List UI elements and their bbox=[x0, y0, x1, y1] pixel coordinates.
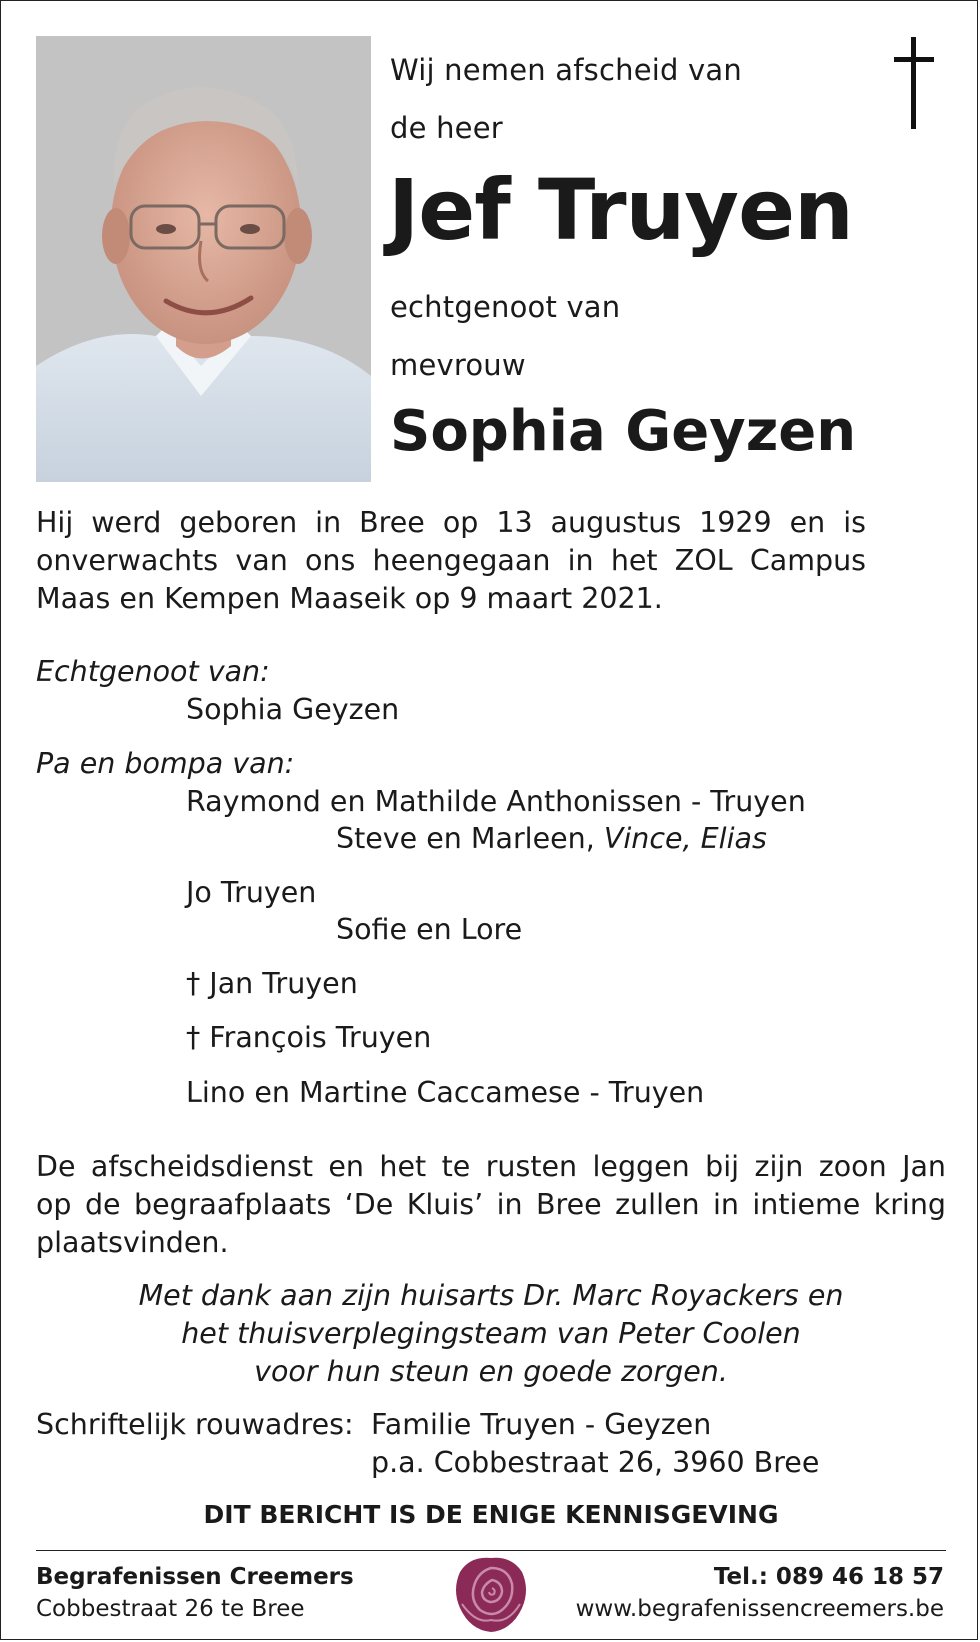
service-line-3: plaatsvinden. bbox=[36, 1226, 229, 1259]
spouse-entry: Sophia Geyzen bbox=[186, 693, 400, 726]
thanks-paragraph bbox=[36, 1277, 946, 1391]
funeral-company-website[interactable]: www.begrafenissencreemers.be bbox=[575, 1596, 944, 1622]
funeral-company-name: Begrafenissen Creemers bbox=[36, 1564, 354, 1590]
spouse-intro-line-2: mevrouw bbox=[390, 348, 526, 382]
funeral-company-phone: Tel.: 089 46 18 57 bbox=[713, 1564, 944, 1590]
child-5: Lino en Martine Caccamese - Truyen bbox=[186, 1076, 705, 1109]
cross-icon bbox=[894, 37, 934, 129]
portrait-illustration bbox=[36, 36, 371, 482]
grandchildren-1 bbox=[336, 820, 767, 858]
thanks-line-1: Met dank aan zijn huisarts Dr. Marc Royackers en bbox=[138, 1279, 844, 1312]
birth-line-2: onverwachts van ons heengegaan in het ZOL Campus bbox=[36, 544, 866, 577]
children-label: Pa en bompa van: bbox=[36, 747, 295, 780]
intro-line-2: de heer bbox=[390, 111, 503, 145]
child-3: † Jan Truyen bbox=[186, 967, 358, 1000]
service-line-1: De afscheidsdienst en het te rusten leggen bij zijn zoon Jan bbox=[36, 1150, 946, 1183]
service-paragraph bbox=[36, 1148, 946, 1262]
grandchildren-1-b: Vince, Elias bbox=[603, 822, 767, 855]
child-2: Jo Truyen bbox=[186, 876, 317, 909]
birth-line-3: Maas en Kempen Maaseik op 9 maart 2021. bbox=[36, 582, 663, 615]
thanks-line-2: het thuisverplegingsteam van Peter Coolen bbox=[181, 1317, 801, 1350]
address-label: Schriftelijk rouwadres: bbox=[36, 1408, 354, 1441]
grandchildren-1-a: Steve en Marleen, bbox=[336, 822, 604, 855]
address-line-2: p.a. Cobbestraat 26, 3960 Bree bbox=[371, 1446, 820, 1479]
child-4: † François Truyen bbox=[186, 1021, 432, 1054]
spouse-label: Echtgenoot van: bbox=[36, 655, 270, 688]
spouse-intro-line-1: echtgenoot van bbox=[390, 290, 621, 324]
funeral-company-address: Cobbestraat 26 te Bree bbox=[36, 1596, 305, 1622]
grandchildren-2: Sofie en Lore bbox=[336, 913, 523, 946]
address-line-1: Familie Truyen - Geyzen bbox=[371, 1408, 712, 1441]
rose-logo-icon bbox=[452, 1554, 530, 1636]
spouse-name: Sophia Geyzen bbox=[390, 399, 857, 464]
deceased-name: Jef Truyen bbox=[388, 161, 853, 259]
portrait-photo bbox=[36, 36, 371, 482]
sole-notice: DIT BERICHT IS DE ENIGE KENNISGEVING bbox=[203, 1500, 779, 1529]
birth-paragraph bbox=[36, 504, 866, 618]
intro-line-1: Wij nemen afscheid van bbox=[390, 53, 742, 87]
thanks-line-3: voor hun steun en goede zorgen. bbox=[254, 1355, 728, 1388]
birth-line-1: Hij werd geboren in Bree op 13 augustus 1929 en is bbox=[36, 506, 866, 539]
child-1: Raymond en Mathilde Anthonissen - Truyen bbox=[186, 785, 806, 818]
service-line-2: op de begraafplaats ‘De Kluis’ in Bree zullen in intieme kring bbox=[36, 1188, 946, 1221]
footer-divider bbox=[36, 1550, 946, 1551]
